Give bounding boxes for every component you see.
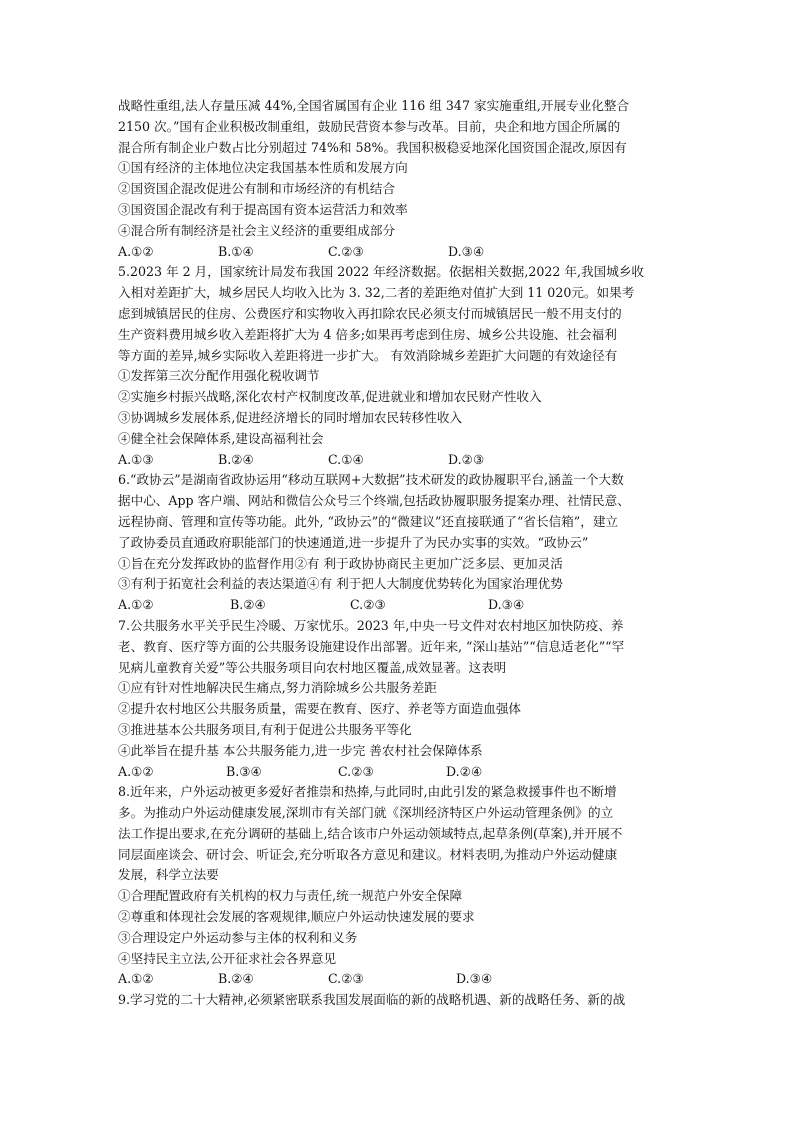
option-d: D.②③ (448, 451, 485, 467)
statement-item: ③合理设定户外运动参与主体的权利和义务 (118, 929, 358, 945)
question-stem-line: 混合所有制企业户数占比分别超过 74%和 58%。我国积极稳妥地深化国资国企混改,原因有 (118, 139, 627, 155)
statement-item: ②尊重和体现社会发展的客观规律,顺应户外运动快速发展的要求 (118, 909, 475, 925)
question-stem-line: 见病儿童教育关爱”等公共服务项目向农村地区覆盖,成效显著。这表明 (118, 659, 507, 675)
question-stem-line: 法工作提出要求,在充分调研的基础上,结合该市户外运动领域特点,起草条例(草案),并开展不 (118, 825, 623, 841)
option-d: D.③④ (488, 597, 525, 613)
option-c: C.②③ (338, 763, 374, 779)
statement-item: ①发挥第三次分配作用强化税收调节 (118, 368, 320, 384)
question-stem-line: 了政协委员直通政府职能部门的快速通道,进一步提升了为民办实事的实效。“政协云” (118, 534, 589, 550)
question-5 (118, 262, 704, 470)
question-stem-line: 远程协商、管理和宣传等功能。此外, “政协云”的“微建议”还直接联通了“省长信箱”，建立 (118, 513, 619, 529)
option-b: B.③④ (226, 763, 262, 779)
statement-item: ④坚持民主立法,公开征求社会各界意见 (118, 950, 337, 966)
option-c: C.①④ (328, 451, 364, 467)
option-a: A.①③ (118, 451, 154, 467)
question-stem-line: 发展，科学立法要 (118, 867, 219, 883)
statement-item: ④混合所有制经济是社会主义经济的重要组成部分 (118, 222, 396, 238)
statement-item: ④此举旨在提升基 本公共服务能力,进一步完 善农村社会保障体系 (118, 742, 483, 758)
option-a: A.①② (118, 597, 154, 613)
option-a: A.①② (118, 763, 154, 779)
question-stem-line: 8.近年来，户外运动被更多爱好者推崇和热捧,与此同时,由此引发的紧急救援事件也不断增 (118, 784, 617, 800)
question-stem-line: 生产资料费用城乡收入差距将扩大为 4 倍多;如果再考虑到住房、城乡公共设施、社会福利 (118, 326, 617, 342)
question-stem-line: 据中心、App 客户端、网站和微信公众号三个终端,包括政协履职服务提案办理、社情民意、 (118, 493, 630, 509)
option-a: A.①② (118, 971, 154, 987)
answer-options (118, 242, 704, 263)
question-9 (118, 990, 704, 1011)
question-stem-line: 虑到城镇居民的住房、公费医疗和实物收入再扣除农民必须支付而城镇居民一般不用支付的 (118, 305, 622, 321)
question-stem-line: 战略性重组,法人存量压减 44%,全国省属国有企业 116 组 347 家实施重组,开展专业化整合 (118, 98, 630, 113)
answer-options (118, 969, 704, 990)
question-7 (118, 616, 704, 782)
option-d: D.②④ (446, 763, 483, 779)
statement-item: ③国资国企混改有利于提高国有资本运营活力和效率 (118, 201, 408, 217)
answer-options (118, 595, 704, 616)
option-c: C.②③ (328, 243, 364, 259)
answer-options (118, 450, 704, 471)
question-8 (118, 782, 704, 990)
option-b: B.②④ (218, 971, 254, 987)
option-b: B.①④ (218, 243, 254, 259)
question-stem-line: 老、教育、医疗等方面的公共服务设施建设作出部署。近年来, “深山基站”“信息适老化”“罕 (118, 638, 625, 654)
option-a: A.①② (118, 243, 154, 259)
question-stem-line: 6.“政协云”是湖南省政协运用“移动互联网+大数据”技术研发的政协履职平台,涵盖一个大数 (118, 472, 624, 488)
statement-item: ①国有经济的主体地位决定我国基本性质和发展方向 (118, 160, 408, 176)
question-stem-line: 多。为推动户外运动健康发展,深圳市有关部门就《深圳经济特区户外运动管理条例》的立 (118, 805, 614, 821)
option-b: B.②④ (218, 451, 254, 467)
question-stem-line: 9.学习党的二十大精神,必须紧密联系我国发展面临的新的战略机遇、新的战略任务、新的战 (118, 992, 626, 1008)
question-stem-line: 同层面座谈会、研讨会、听证会,充分听取各方意见和建议。材料表明,为推动户外运动健康 (118, 846, 618, 862)
statement-item: ③协调城乡发展体系,促进经济增长的同时增加农民转移性收入 (118, 409, 463, 425)
question-stem-line: 等方面的差异,城乡实际收入差距将进一步扩大。 有效消除城乡差距扩大问题的有效途径有 (118, 347, 618, 363)
statement-item: ②实施乡村振兴战略,深化农村产权制度改革,促进就业和增加农民财产性收入 (118, 389, 542, 405)
statement-item: ③有利于拓宽社会利益的表达渠道④有 利于把人大制度优势转化为国家治理优势 (118, 576, 563, 592)
statement-item: ③推进基本公共服务项目,有利于促进公共服务平等化 (118, 721, 412, 737)
statement-item: ①应有针对性地解决民生痛点,努力消除城乡公共服务差距 (118, 680, 437, 696)
answer-options (118, 762, 704, 783)
statement-item: ①合理配置政府有关机构的权力与责任,统一规范户外安全保障 (118, 888, 463, 904)
question-4 (118, 96, 704, 262)
statement-item: ①旨在充分发挥政协的监督作用②有 利于政协协商民主更加广泛多层、更加灵活 (118, 555, 563, 571)
option-c: C.②③ (328, 971, 364, 987)
question-6 (118, 470, 704, 616)
option-d: D.③④ (448, 243, 485, 259)
question-stem-line: 5.2023 年 2 月，国家统计局发布我国 2022 年经济数据。依据相关数据,2022 年,我国城乡收 (118, 264, 645, 280)
option-c: C.②③ (350, 597, 386, 613)
statement-item: ②国资国企混改促进公有制和市场经济的有机结合 (118, 181, 396, 197)
question-stem-line: 7.公共服务水平关乎民生冷暖、万家忧乐。2023 年,中央一号文件对农村地区加快防疫、养 (118, 617, 624, 633)
statement-item: ④健全社会保障体系,建设高福利社会 (118, 430, 324, 446)
option-b: B.②④ (230, 597, 266, 613)
option-d: D.③④ (456, 971, 493, 987)
question-stem-line: 2150 次。”国有企业积极改制重组，鼓励民营资本参与改革。目前，央企和地方国企所属的 (118, 118, 621, 134)
question-stem-line: 入相对差距扩大，城乡居民人均收入比为 3. 32,二者的差距绝对值扩大到 11 020元。如果考 (118, 285, 635, 301)
statement-item: ②提升农村地区公共服务质量，需要在教育、医疗、养老等方面造血强体 (118, 701, 521, 717)
